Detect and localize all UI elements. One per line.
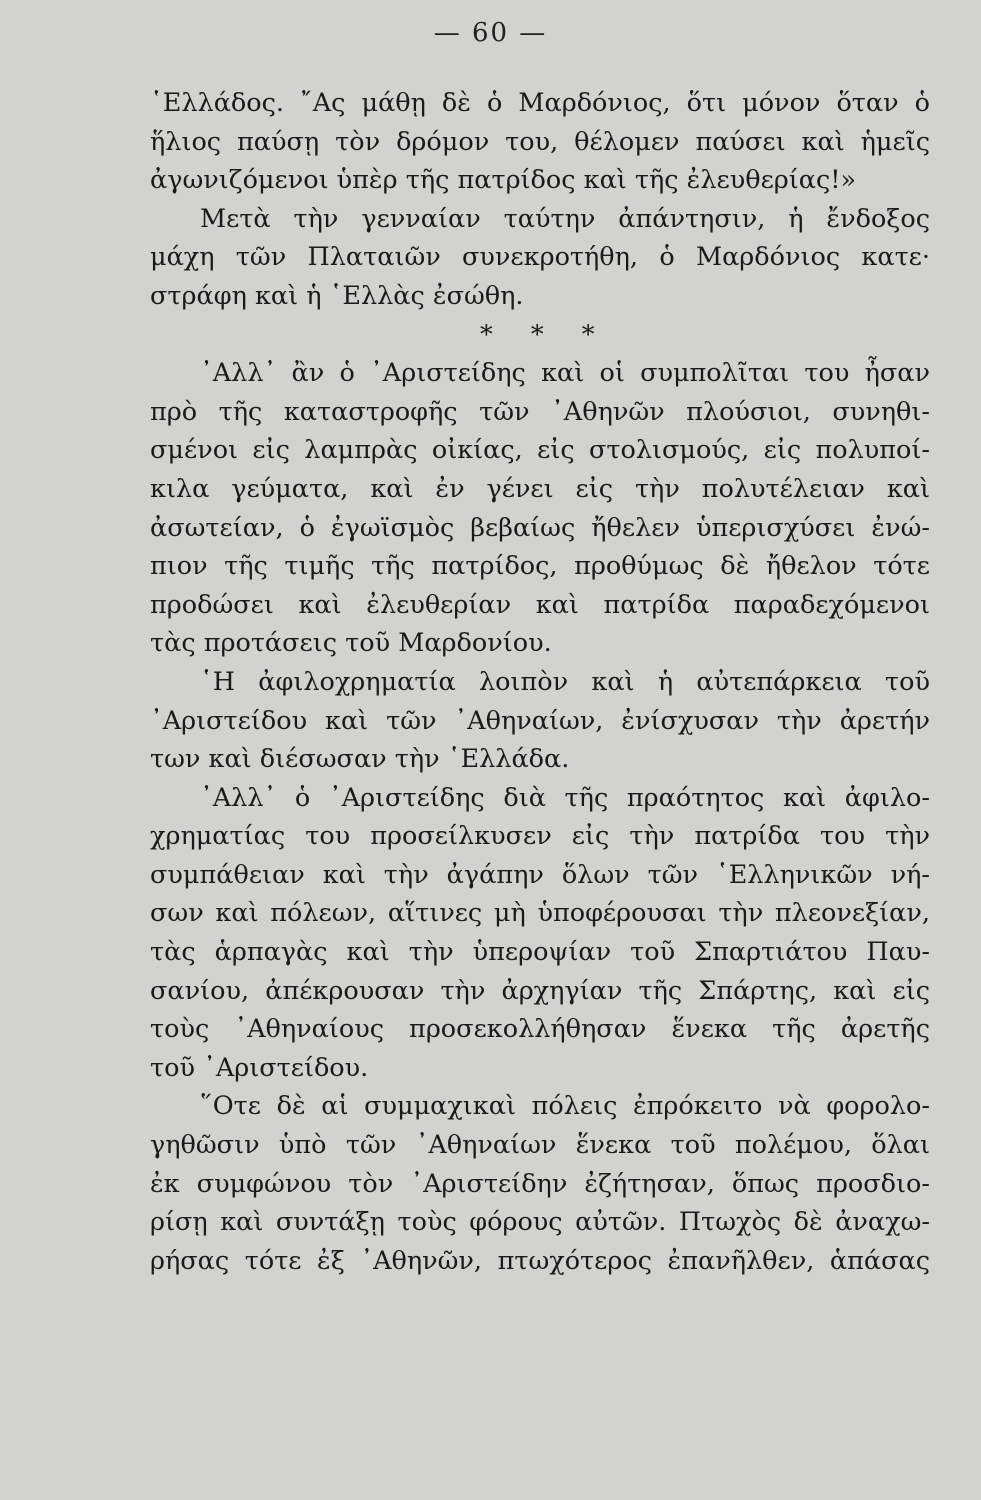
text-line: ρίσῃ καὶ συντάξῃ τοὺς φόρους αὐτῶν. Πτωχὸς δὲ ἀναχω- <box>150 1207 930 1238</box>
text-line: μάχη τῶν Πλαταιῶν συνεκροτήθη, ὁ Μαρδόνιος κατε· <box>150 242 930 273</box>
text-line: ῾Ελλάδος. ῎Ας μάθῃ δὲ ὁ Μαρδόνιος, ὅτι μόνον ὅταν ὁ <box>150 88 930 118</box>
text-line: χρηματίας του προσείλκυσεν εἰς τὴν πατρίδα του τὴν <box>150 821 930 852</box>
text-line: τοῦ ᾿Αριστείδου. <box>150 1052 369 1083</box>
text-line: πρὸ τῆς καταστροφῆς τῶν ᾿Αθηνῶν πλούσιοι, συνηθι- <box>150 396 930 427</box>
text-line: ρήσας τότε ἐξ ᾿Αθηνῶν, πτωχότερος ἐπανῆλθεν, ἁπάσας <box>150 1245 930 1276</box>
text-line: ᾿Αλλ᾿ ἂν ὁ ᾿Αριστείδης καὶ οἱ συμπολῖται του ἦσαν <box>200 358 930 389</box>
text-line: ᾿Αλλ᾿ ὁ ᾿Αριστείδης διὰ τῆς πραότητος καὶ ἀφιλο- <box>200 782 930 813</box>
text-line: ἀγωνιζόμενοι ὑπὲρ τῆς πατρίδος καὶ τῆς ἐλευθερίας!» <box>150 165 857 196</box>
body-text <box>150 84 930 1280</box>
page-number: — 60 — <box>433 18 548 48</box>
text-line: τοὺς ᾿Αθηναίους προσεκολλήθησαν ἕνεκα τῆς ἀρετῆς <box>150 1014 930 1045</box>
text-line: τὰς προτάσεις τοῦ Μαρδονίου. <box>150 628 552 659</box>
text-line: γηθῶσιν ὑπὸ τῶν ᾿Αθηναίων ἕνεκα τοῦ πολέμου, ὅλαι <box>150 1130 930 1161</box>
text-line: Μετὰ τὴν γενναίαν ταύτην ἀπάντησιν, ἡ ἔνδοξος <box>200 203 930 234</box>
text-line: των καὶ διέσωσαν τὴν ῾Ελλάδα. <box>150 744 570 775</box>
text-line: προδώσει καὶ ἐλευθερίαν καὶ πατρίδα παραδεχόμενοι <box>150 589 930 620</box>
text-line: στράφη καὶ ἡ ῾Ελλὰς ἐσώθη. <box>150 280 524 311</box>
text-line: ἀσωτείαν, ὁ ἐγωϊσμὸς βεβαίως ἤθελεν ὑπερισχύσει ἐνώ- <box>150 512 930 543</box>
text-line: ἐκ συμφώνου τὸν ᾿Αριστείδην ἐζήτησαν, ὅπως προσδιο- <box>150 1168 930 1199</box>
text-line: κιλα γεύματα, καὶ ἐν γένει εἰς τὴν πολυτέλειαν καὶ <box>150 473 930 504</box>
text-line: ῞Οτε δὲ αἱ συμμαχικαὶ πόλεις ἐπρόκειτο νὰ φορολο- <box>200 1091 930 1122</box>
text-line: ῾Η ἀφιλοχρηματία λοιπὸν καὶ ἡ αὐτεπάρκεια τοῦ <box>200 666 930 697</box>
text-line: ᾿Αριστείδου καὶ τῶν ᾿Αθηναίων, ἐνίσχυσαν τὴν ἀρετήν <box>150 705 930 736</box>
text-line: σανίου, ἀπέκρουσαν τὴν ἀρχηγίαν τῆς Σπάρτης, καὶ εἰς <box>150 975 930 1006</box>
section-separator: * * * <box>480 319 595 350</box>
text-line: συμπάθειαν καὶ τὴν ἀγάπην ὅλων τῶν ῾Ελληνικῶν νή- <box>150 859 930 890</box>
text-line: σων καὶ πόλεων, αἵτινες μὴ ὑποφέρουσαι τὴν πλεονεξίαν, <box>150 898 930 929</box>
text-line: ἥλιος παύσῃ τὸν δρόμον του, θέλομεν παύσει καὶ ἡμεῖς <box>150 126 930 157</box>
text-line: σμένοι εἰς λαμπρὰς οἰκίας, εἰς στολισμούς, εἰς πολυποί- <box>150 435 930 466</box>
text-line: πιον τῆς τιμῆς τῆς πατρίδος, προθύμως δὲ ἤθελον τότε <box>150 551 930 582</box>
text-line: τὰς ἁρπαγὰς καὶ τὴν ὑπεροψίαν τοῦ Σπαρτιάτου Παυ- <box>150 937 930 968</box>
